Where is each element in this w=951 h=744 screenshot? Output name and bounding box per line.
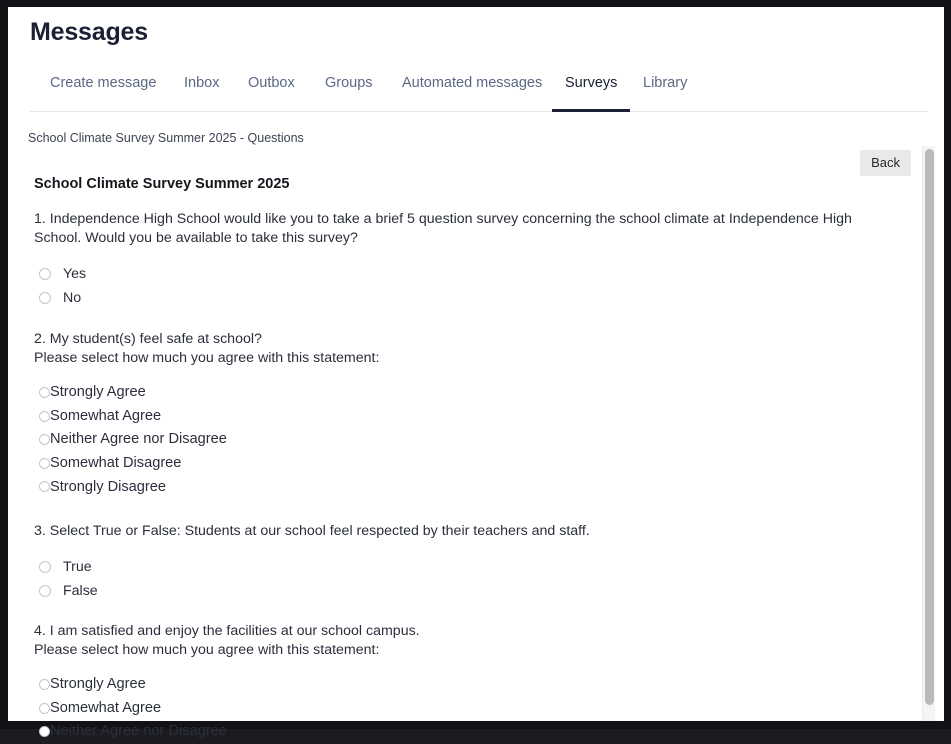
radio-option[interactable] (34, 475, 899, 499)
radio-option[interactable] (34, 286, 899, 310)
tab-outbox[interactable] (248, 75, 295, 112)
tab-label: Automated messages (402, 75, 543, 91)
tab-label: Outbox (248, 75, 295, 91)
question-text: 3. Select True or False: Students at our school feel respected by their teachers and staff. (34, 523, 590, 539)
radio-option[interactable] (34, 452, 899, 476)
radio-option[interactable] (34, 262, 899, 286)
radio-button-icon[interactable] (39, 458, 50, 469)
question-text: 1. Independence High School would like you to take a brief 5 question survey concerning the school climate at Independence High School. Would you be available to take this survey? (34, 211, 852, 246)
question-subtext: Please select how much you agree with this statement: (34, 641, 380, 658)
radio-button-icon[interactable] (39, 411, 50, 422)
tab-surveys[interactable] (565, 75, 617, 112)
survey-question (34, 622, 899, 744)
tab-groups[interactable] (325, 75, 373, 112)
tab-create-message[interactable] (50, 75, 156, 112)
radio-button-icon[interactable] (39, 726, 50, 737)
app-page (8, 7, 944, 740)
radio-button-icon[interactable] (39, 292, 51, 304)
radio-option-label: Somewhat Agree (50, 407, 162, 424)
radio-button-icon[interactable] (39, 679, 50, 690)
radio-option-label: No (63, 289, 82, 306)
radio-option-label: Strongly Disagree (50, 478, 166, 495)
radio-button-icon[interactable] (39, 434, 50, 445)
radio-option[interactable] (34, 555, 899, 579)
radio-option[interactable] (34, 404, 899, 428)
radio-option[interactable] (34, 381, 899, 405)
vertical-scrollbar[interactable] (922, 146, 935, 721)
radio-button-icon[interactable] (39, 481, 50, 492)
tab-label: Library (643, 75, 688, 91)
radio-button-icon[interactable] (39, 585, 51, 597)
page-title: Messages (30, 18, 148, 46)
survey-question (34, 522, 899, 603)
option-list (34, 381, 899, 499)
breadcrumb: School Climate Survey Summer 2025 - Questions (28, 131, 304, 145)
tab-label: Groups (325, 75, 373, 91)
radio-option[interactable] (34, 720, 899, 744)
scrollbar-thumb[interactable] (925, 149, 934, 705)
radio-option-label: Somewhat Disagree (50, 455, 182, 472)
tab-inbox[interactable] (184, 75, 219, 112)
tab-label: Surveys (565, 75, 618, 91)
radio-option[interactable] (34, 428, 899, 452)
active-tab-underline (552, 109, 630, 112)
radio-option-label: Strongly Agree (50, 384, 146, 401)
radio-option-label: Yes (63, 265, 87, 282)
question-text: 4. I am satisfied and enjoy the facilities at our school campus. (34, 623, 420, 639)
back-button[interactable]: Back (860, 150, 911, 176)
radio-button-icon[interactable] (39, 561, 51, 573)
survey-question (34, 210, 899, 310)
radio-button-icon[interactable] (39, 387, 50, 398)
radio-button-icon[interactable] (39, 703, 50, 714)
radio-option-label: True (63, 558, 92, 575)
survey-question (34, 330, 899, 499)
question-text: 2. My student(s) feel safe at school? (34, 331, 262, 347)
radio-option[interactable] (34, 673, 899, 697)
option-list (34, 262, 899, 310)
tab-automated-messages[interactable] (402, 75, 542, 112)
question-subtext: Please select how much you agree with this statement: (34, 349, 380, 366)
radio-option-label: Neither Agree nor Disagree (50, 723, 227, 740)
option-list (34, 555, 899, 603)
tab-bar (30, 75, 928, 113)
radio-option[interactable] (34, 696, 899, 720)
radio-option-label: Strongly Agree (50, 676, 146, 693)
survey-title: School Climate Survey Summer 2025 (34, 176, 290, 192)
radio-option[interactable] (34, 579, 899, 603)
radio-option-label: False (63, 582, 98, 599)
tab-label: Create message (50, 75, 157, 91)
option-list (34, 673, 899, 744)
radio-button-icon[interactable] (39, 268, 51, 280)
survey-scroll-area (8, 140, 944, 740)
radio-option-label: Somewhat Agree (50, 699, 162, 716)
tab-label: Inbox (184, 75, 220, 91)
tab-library[interactable] (643, 75, 687, 112)
radio-option-label: Neither Agree nor Disagree (50, 431, 227, 448)
